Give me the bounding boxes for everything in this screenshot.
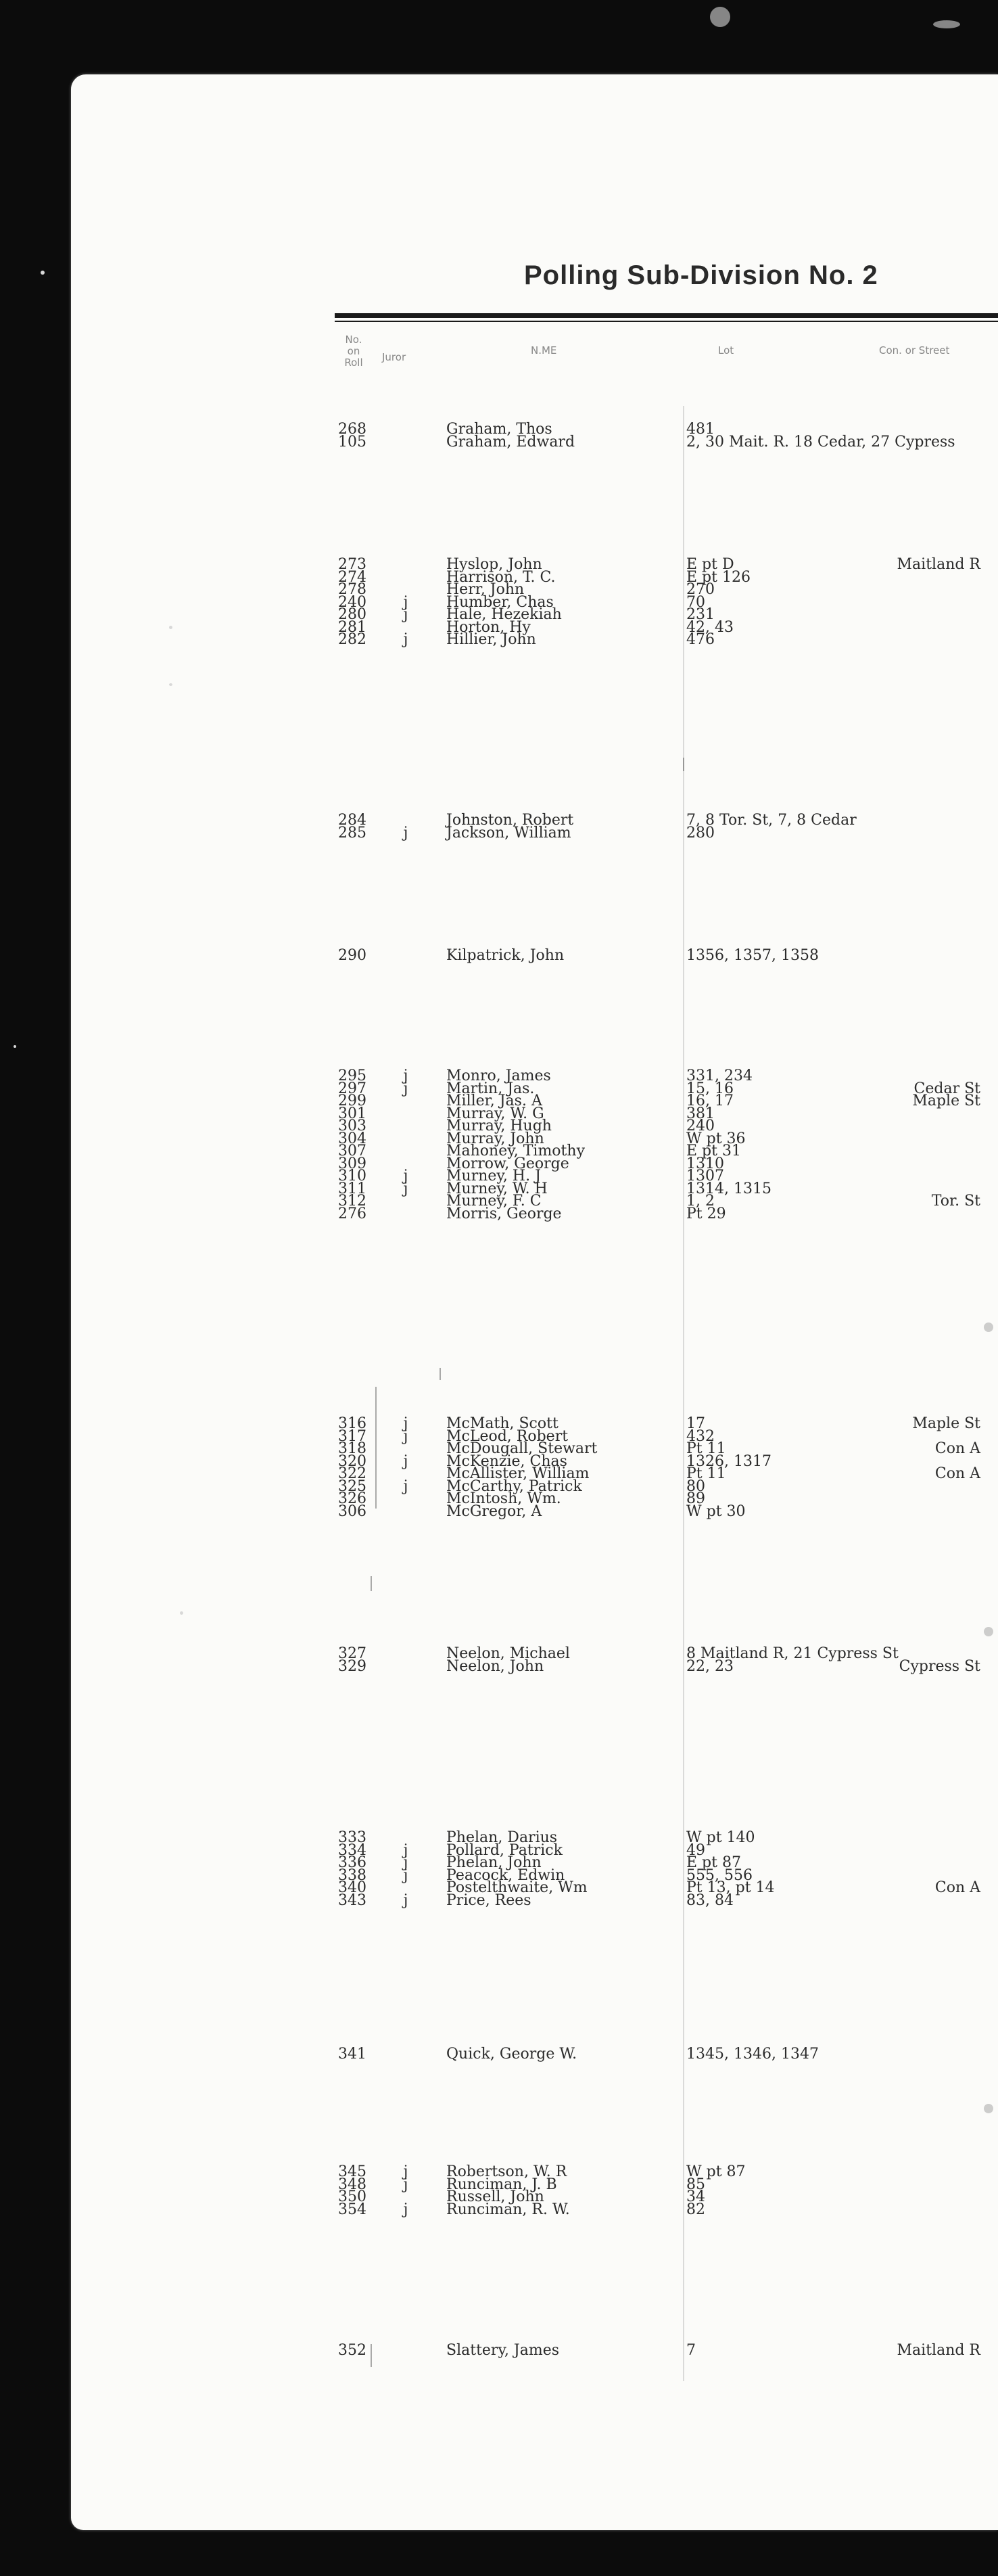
juror-mark: j [403, 1067, 408, 1084]
voter-name: Hale, Hezekiah [446, 606, 562, 623]
lot-number: 8 Maitland R, 21 Cypress St [686, 1645, 899, 1662]
roll-number: 311 [338, 1180, 366, 1197]
roll-number: 268 [338, 421, 366, 438]
voter-name: McGregor, A [446, 1502, 542, 1520]
roll-number: 329 [338, 1657, 366, 1675]
juror-mark: j [403, 1427, 408, 1445]
lot-number: W pt 30 [686, 1502, 746, 1520]
roll-number: 309 [338, 1155, 366, 1172]
column-divider [683, 406, 684, 2381]
margin-mark [375, 1387, 377, 1509]
voter-name: Pollard, Patrick [446, 1841, 563, 1859]
voter-name: McDougall, Stewart [446, 1440, 598, 1457]
voter-name: Neelon, John [446, 1657, 544, 1675]
lot-number: 331, 234 [686, 1067, 753, 1084]
roll-number: 278 [338, 581, 366, 598]
voter-name: McLeod, Robert [446, 1427, 569, 1445]
voter-name: Robertson, W. R [446, 2163, 567, 2180]
juror-mark: j [403, 1080, 408, 1097]
voter-name: Graham, Edward [446, 433, 575, 451]
voter-name: McMath, Scott [446, 1415, 559, 1432]
lot-number: 1314, 1315 [686, 1180, 771, 1197]
lot-number: Pt 13, pt 14 [686, 1879, 775, 1896]
voter-name: Hyslop, John [446, 556, 542, 573]
roll-no-column-header: No. on Roll [344, 334, 363, 369]
voter-name: Murney, W. H [446, 1180, 548, 1197]
roll-number: 354 [338, 2201, 366, 2218]
margin-mark [371, 1576, 372, 1591]
street-name: Cedar St [913, 1080, 980, 1097]
street-name: Maitland R [897, 556, 980, 573]
lot-number: 1326, 1317 [686, 1452, 771, 1470]
street-name: Cypress St [899, 1657, 980, 1675]
voter-name: Murney, H. J [446, 1168, 541, 1184]
lot-number: 270 [686, 581, 715, 598]
lot-number: 476 [686, 631, 715, 648]
street-name: Maple St [912, 1415, 980, 1432]
roll-number: 334 [338, 1841, 366, 1859]
juror-mark: j [403, 1168, 408, 1184]
lot-number: E pt D [686, 556, 734, 573]
roll-number: 322 [338, 1465, 366, 1482]
juror-mark: j [403, 2163, 408, 2180]
juror-mark: j [403, 2176, 408, 2193]
roll-number: 299 [338, 1092, 366, 1109]
binding-hole [984, 1627, 993, 1636]
roll-number: 284 [338, 812, 366, 829]
lot-number: 70 [686, 593, 705, 611]
voter-name: Martin, Jas. [446, 1080, 535, 1097]
voter-name: Morris, George [446, 1205, 562, 1222]
lot-number: Pt 11 [686, 1465, 726, 1482]
lot-number: 49 [686, 1841, 705, 1859]
roll-number: 317 [338, 1427, 366, 1445]
voter-name: Monro, James [446, 1067, 551, 1084]
roll-number: 306 [338, 1502, 366, 1520]
voter-name: Miller, Jas. A [446, 1092, 542, 1109]
roll-number: 273 [338, 556, 366, 573]
header-rule-thin [335, 321, 998, 322]
lot-number: 17 [686, 1415, 705, 1432]
lot-number: 83, 84 [686, 1891, 734, 1909]
lot-number: 7, 8 Tor. St, 7, 8 Cedar [686, 812, 857, 829]
roll-number: 318 [338, 1440, 366, 1457]
roll-number: 341 [338, 2046, 366, 2063]
voter-name: Runciman, R. W. [446, 2201, 570, 2218]
lot-number: 16, 17 [686, 1092, 734, 1109]
roll-number: 297 [338, 1080, 366, 1097]
lot-number: 280 [686, 824, 715, 842]
margin-mark [683, 758, 684, 771]
roll-number: 282 [338, 631, 366, 648]
roll-number: 240 [338, 593, 366, 611]
voter-name: Phelan, John [446, 1854, 542, 1871]
dust-speck [169, 626, 172, 629]
binding-hole [984, 1322, 993, 1332]
margin-mark [439, 1368, 441, 1380]
voter-name: Horton, Hy [446, 618, 531, 636]
juror-mark: j [403, 1477, 408, 1495]
roll-number: 312 [338, 1193, 366, 1210]
street-name: Maple St [912, 1092, 980, 1109]
roll-number: 307 [338, 1143, 366, 1159]
roll-number: 303 [338, 1118, 366, 1134]
voter-name: Price, Rees [446, 1891, 531, 1909]
roll-number: 336 [338, 1854, 366, 1871]
voter-name: Murray, John [446, 1130, 544, 1147]
roll-number: 340 [338, 1879, 366, 1896]
lot-number: 231 [686, 606, 715, 623]
lot-number: 42, 43 [686, 618, 734, 636]
voter-name: Quick, George W. [446, 2046, 577, 2063]
street-name: Con A [934, 1465, 980, 1482]
roll-number: 326 [338, 1490, 366, 1507]
dust-speck [710, 7, 730, 27]
lot-number: Pt 29 [686, 1205, 726, 1222]
voter-name: Neelon, Michael [446, 1645, 570, 1662]
voter-name: McIntosh, Wm. [446, 1490, 561, 1507]
voter-name: Herr, John [446, 581, 525, 598]
roll-number: 281 [338, 618, 366, 636]
lot-number: 481 [686, 421, 715, 438]
voter-name: Russell, John [446, 2188, 544, 2205]
roll-number: 320 [338, 1452, 366, 1470]
juror-mark: j [403, 631, 408, 648]
voter-name: Harrison, T. C. [446, 568, 556, 586]
lot-number: Pt 11 [686, 1440, 726, 1457]
lot-number: 1345, 1346, 1347 [686, 2046, 819, 2063]
lot-number: 1310 [686, 1155, 724, 1172]
roll-number: 304 [338, 1130, 366, 1147]
roll-number: 343 [338, 1891, 366, 1909]
voter-name: McAllister, William [446, 1465, 590, 1482]
page-title: Polling Sub-Division No. 2 [524, 260, 878, 290]
lot-number: 1307 [686, 1168, 724, 1184]
lot-number: 555, 556 [686, 1866, 753, 1884]
lot-number: W pt 140 [686, 1829, 755, 1846]
lot-column-header: Lot [718, 344, 734, 356]
lot-number: E pt 87 [686, 1854, 741, 1871]
juror-mark: j [403, 1180, 408, 1197]
dust-speck [180, 1611, 183, 1615]
dust-speck [14, 1045, 16, 1048]
street-name: Tor. St [931, 1193, 980, 1210]
voter-name: Postelthwaite, Wm [446, 1879, 588, 1896]
juror-mark: j [403, 1854, 408, 1871]
binding-hole [984, 2104, 993, 2113]
lot-number: 1, 2 [686, 1193, 715, 1210]
lot-number: 15, 16 [686, 1080, 734, 1097]
voter-name: Slattery, James [446, 2342, 560, 2359]
voter-name: Murney, F. C [446, 1193, 542, 1210]
voter-name: Hillier, John [446, 631, 536, 648]
street-column-header: Con. or Street [879, 344, 950, 356]
juror-mark: j [403, 1841, 408, 1859]
voter-name: McKenzie, Chas [446, 1452, 567, 1470]
roll-number: 295 [338, 1067, 366, 1084]
juror-mark: j [403, 1866, 408, 1884]
roll-number: 280 [338, 606, 366, 623]
voter-name: Morrow, George [446, 1155, 569, 1172]
voter-name: Mahoney, Timothy [446, 1143, 585, 1159]
lot-number: E pt 126 [686, 568, 751, 586]
roll-number: 348 [338, 2176, 366, 2193]
lot-number: 432 [686, 1427, 715, 1445]
juror-mark: j [403, 593, 408, 611]
dust-speck [41, 271, 45, 275]
roll-number: 290 [338, 947, 366, 964]
roll-number: 327 [338, 1645, 366, 1662]
lot-number: 85 [686, 2176, 705, 2193]
lot-number: 22, 23 [686, 1657, 734, 1675]
name-column-header: N.ME [531, 344, 557, 356]
lot-number: 240 [686, 1118, 715, 1134]
lot-number: W pt 87 [686, 2163, 746, 2180]
voter-name: McCarthy, Patrick [446, 1477, 582, 1495]
lot-number: 80 [686, 1477, 705, 1495]
roll-number: 316 [338, 1415, 366, 1432]
voter-name: Murray, Hugh [446, 1118, 552, 1134]
voter-name: Runciman, J. B [446, 2176, 557, 2193]
lot-number: E pt 31 [686, 1143, 741, 1159]
juror-mark: j [403, 824, 408, 842]
voter-name: Jackson, William [446, 824, 571, 842]
roll-number: 338 [338, 1866, 366, 1884]
lot-number: 89 [686, 1490, 705, 1507]
voter-name: Kilpatrick, John [446, 947, 565, 964]
header-rule [335, 313, 998, 318]
dust-speck [169, 683, 172, 686]
lot-number: 381 [686, 1105, 715, 1122]
juror-mark: j [403, 1891, 408, 1909]
margin-mark [371, 2344, 372, 2367]
voter-name: Murray, W. G [446, 1105, 544, 1122]
roll-number: 274 [338, 568, 366, 586]
roll-number: 333 [338, 1829, 366, 1846]
street-name: Maitland R [897, 2342, 980, 2359]
lot-number: 34 [686, 2188, 705, 2205]
roll-number: 310 [338, 1168, 366, 1184]
voter-name: Humber, Chas [446, 593, 554, 611]
juror-column-header: Juror [382, 351, 406, 363]
juror-mark: j [403, 1415, 408, 1432]
voter-name: Johnston, Robert [446, 812, 574, 829]
street-name: Con A [934, 1879, 980, 1896]
juror-mark: j [403, 606, 408, 623]
lot-number: 1356, 1357, 1358 [686, 947, 819, 964]
voter-name: Peacock, Edwin [446, 1866, 565, 1884]
voter-name: Phelan, Darius [446, 1829, 558, 1846]
voter-name: Graham, Thos [446, 421, 552, 438]
lot-number: 2, 30 Mait. R. 18 Cedar, 27 Cypress [686, 433, 955, 451]
lot-number: 82 [686, 2201, 705, 2218]
juror-mark: j [403, 2201, 408, 2218]
roll-number: 276 [338, 1205, 366, 1222]
lot-number: 7 [686, 2342, 696, 2359]
street-name: Con A [934, 1440, 980, 1457]
roll-number: 325 [338, 1477, 366, 1495]
lot-number: W pt 36 [686, 1130, 746, 1147]
juror-mark: j [403, 1452, 408, 1470]
roll-number: 345 [338, 2163, 366, 2180]
roll-number: 352 [338, 2342, 366, 2359]
roll-number: 105 [338, 433, 366, 451]
roll-number: 301 [338, 1105, 366, 1122]
dust-speck [933, 20, 960, 28]
roll-number: 285 [338, 824, 366, 842]
roll-number: 350 [338, 2188, 366, 2205]
